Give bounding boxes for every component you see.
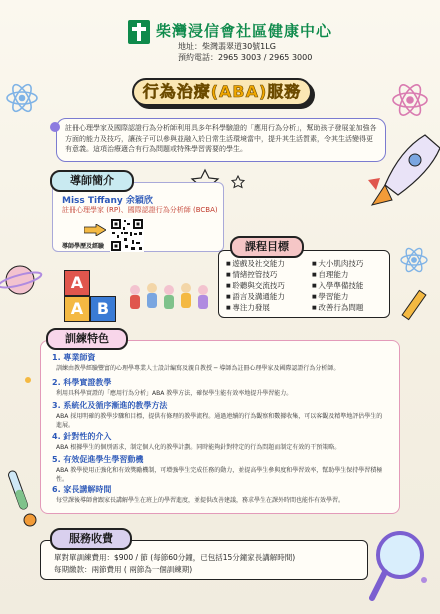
fee-line: 每期繳款：兩節費用 ( 兩節為一個訓練期): [54, 565, 193, 574]
feature-title: 6. 家長講解時間: [52, 485, 112, 494]
feature-desc: 每堂課後導師會跟家長講解學生在班上的學習進度，並提供改善建議，務求學生在課外時間也能作有效學習。: [56, 497, 345, 504]
goal-item: ■ 自理能力: [312, 269, 348, 280]
goal-item: ■ 聆聽與交流技巧: [226, 280, 285, 291]
atom-icon-right: [393, 82, 427, 118]
pencil-icon: [402, 290, 426, 319]
feature-title: 2. 科學實證教學: [52, 378, 112, 387]
feature-title: 3. 系統化及循序漸進的教學方法: [52, 401, 168, 410]
goal-item: ■ 大小肌肉技巧: [312, 258, 363, 269]
test-tube-icon: [7, 470, 36, 526]
bullet-circle: [50, 122, 60, 132]
block-a-top: A: [64, 270, 90, 296]
feature-title: 1. 專業師資: [52, 353, 96, 362]
planet-icon: [0, 266, 43, 294]
feature-desc: ABA 教學使用正強化和有效獎勵機制，可增強學生完成任務的動力，並提高學生參與度和學習效率，幫助學生保持學習積極性。: [56, 467, 383, 483]
feature-title: 5. 有效促進學生學習動機: [52, 455, 144, 464]
phone: 預約電話：2965 3003 / 2965 3000: [178, 53, 313, 62]
address: 地址：柴灣翡翠道30號1LG: [178, 42, 276, 51]
magnifier-icon: [372, 533, 422, 598]
block-b: B: [90, 296, 116, 322]
feature-desc: ABA 根據學生的個別需求，制定個人化的教學計劃。同時能夠針對特定的行為問題而制定有效的干預策略。: [56, 444, 341, 451]
block-a-bottom: A: [64, 296, 90, 322]
qr-code-icon[interactable]: [110, 218, 144, 252]
children-illustration: [130, 283, 208, 309]
page-title: 行為治療(ABA)服務: [142, 82, 302, 101]
star-icon-small: [232, 176, 244, 188]
fees-heading: 服務收費: [50, 528, 132, 550]
mentor-link[interactable]: 導師學歷及經驗: [62, 243, 105, 250]
goal-item: ■ 入學準備技能: [312, 280, 363, 291]
mentor-credentials: 註冊心理學家 (RP)、國際認證行為分析師 (BCBA): [62, 206, 218, 214]
goal-item: ■ 改善行為問題: [312, 302, 363, 313]
mentor-name: Miss Tiffany 余穎欣: [62, 196, 153, 206]
aba-blocks: [58, 270, 118, 326]
feature-desc: 利用具科學實證的「應用行為分析」ABA 教學方法，確保學生能有效率地提升學習能力。: [56, 390, 293, 397]
goal-item: ■ 學習能力: [312, 291, 348, 302]
cross-logo-icon: [128, 20, 150, 44]
arrow-right-icon: [84, 224, 106, 236]
features-heading: 訓練特色: [46, 328, 128, 350]
goal-item: ■ 專注力發展: [226, 302, 270, 313]
atom-icon: [7, 82, 37, 114]
feature-desc: 訓練由教學經驗豐富的心理學專業人士設計編寫及親自教授 ─ 導師為註冊心理學家及國際認證行為分析師。: [56, 365, 340, 372]
goals-heading: 課程目標: [230, 236, 304, 258]
goal-item: ■ 語言及溝通能力: [226, 291, 285, 302]
goal-item: ■ 情緒控管技巧: [226, 269, 277, 280]
title-banner: [132, 78, 312, 106]
org-name: 柴灣浸信會社區健康中心: [156, 22, 333, 40]
atom-icon-small: [401, 246, 427, 274]
intro-box: 註冊心理學家及國際認證行為分析師利用具多年科學驗證的「應用行為分析」，幫助孩子發展並加強各方面的能力及技巧，讓孩子可以參與並融入於日常生活環境當中，提升其生活質素，令其生活變得更有意義。這項治療適合有行為問題或特殊學習需要的學生。: [56, 118, 386, 162]
goal-item: ■ 遊戲及社交能力: [226, 258, 285, 269]
mentor-heading: 導師簡介: [50, 170, 134, 192]
fee-line: 單對單訓練費用：$900 / 節 (每節60分鐘，已包括15分鐘家長講解時間): [54, 553, 296, 562]
feature-desc: ABA 採用明確的教學步驟和目標，提供有條理的教學流程。通過連續的行為觀察和數據收集，可以客觀及精準地評估學生的進展。: [56, 413, 383, 429]
feature-title: 4. 針對性的介入: [52, 432, 112, 441]
